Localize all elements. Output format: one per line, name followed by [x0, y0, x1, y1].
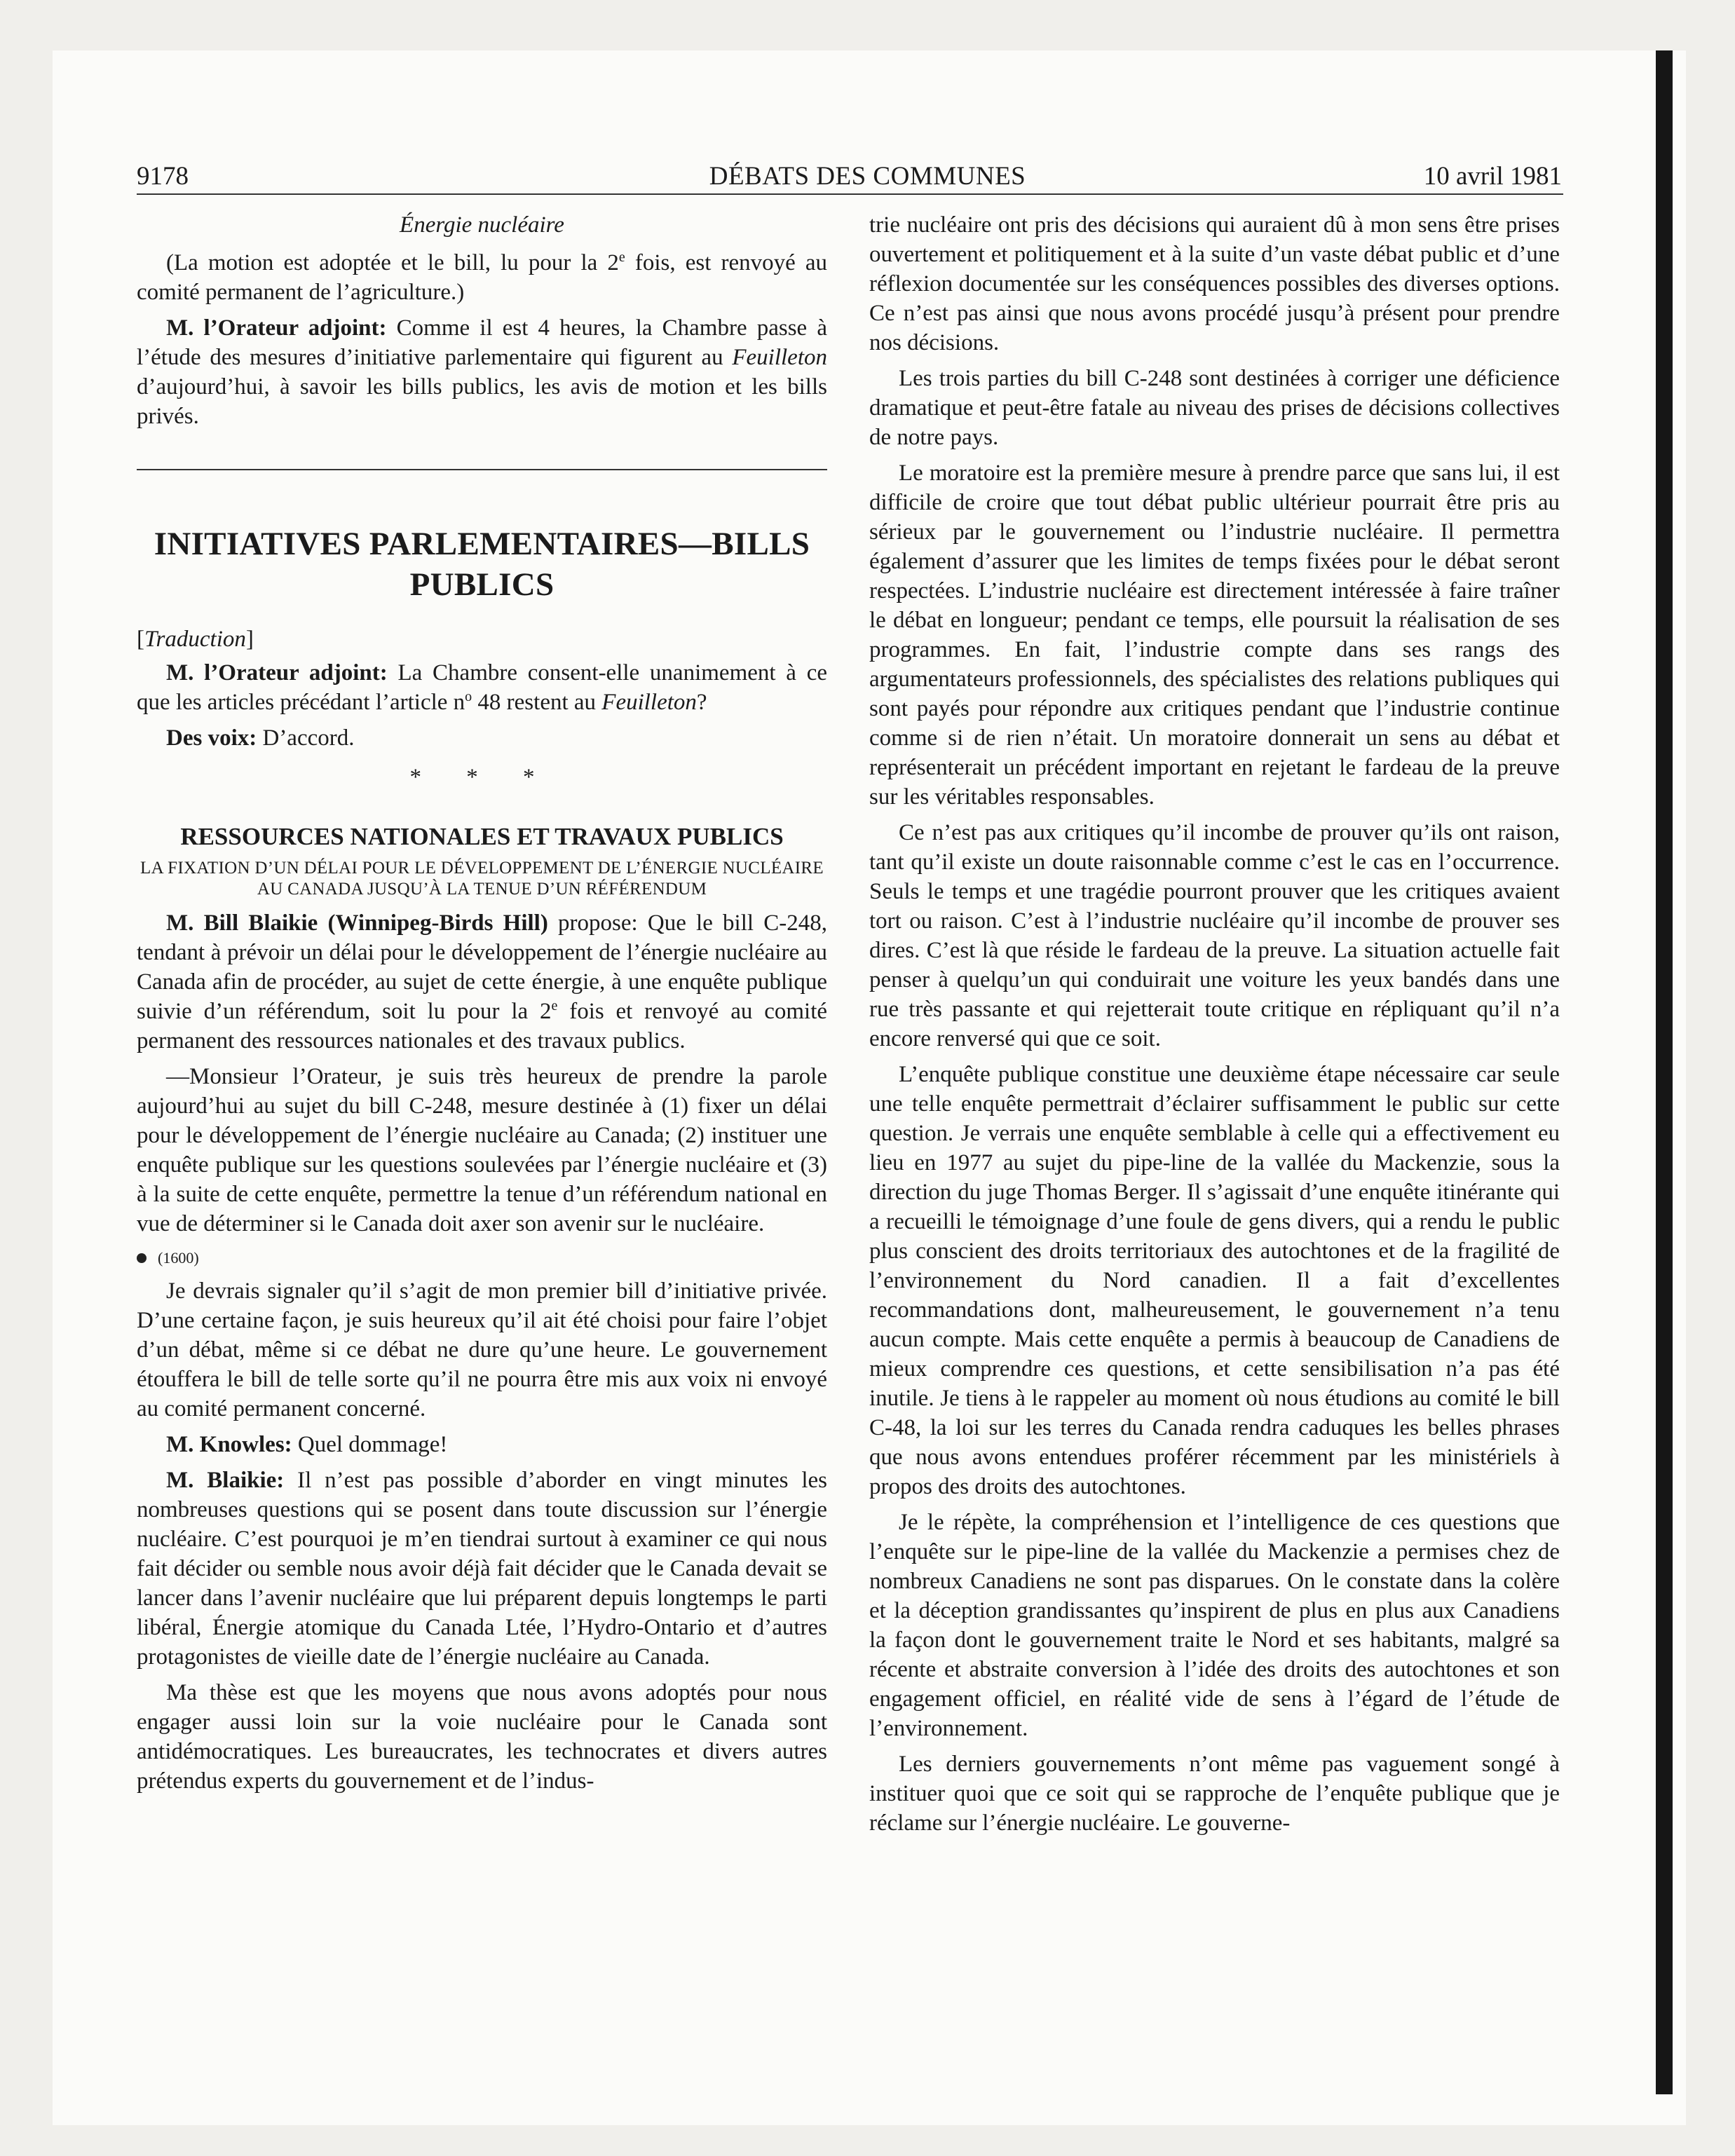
translation-note: [Traduction] [137, 627, 254, 652]
speech-paragraph: Les derniers gouvernements n’ont même pas vaguement songé à instituer quoi que ce soit qui se rapproche de l’enquête publique que je réclame sur l’énergie nucléaire. Le gouverne- [869, 1752, 1560, 1836]
running-subject: Énergie nucléaire [400, 212, 564, 238]
speech-paragraph: Je devrais signaler qu’il s’agit de mon premier bill d’initiative privée. D’une certaine façon, je suis heureux qu’il ait été choisi pour faire l’objet d’un débat, même si ce débat ne dure qu’une heure. Le gouvernement étouffera le bill de telle sorte qu’il ne pourra être mis aux voix ni envoyé au comité permanent concerné. [137, 1278, 827, 1421]
speech-paragraph: M. Blaikie: Il n’est pas possible d’aborder en vingt minutes les nombreuses questions qui se posent dans toute discussion sur l’énergie nucléaire. C’est pourquoi je m’en tiendrai surtout à examiner ce qui nous fait décider ou semble nous avoir déjà fait décider que le Canada devait se lancer dans l’avenir nucléaire que lui préparent depuis longtemps le parti libéral, Énergie atomique du Canada Ltée, l’Hydro-Ontario et d’autres protagonistes de vieille date de l’énergie nucléaire au Canada. [137, 1468, 827, 1670]
page-number: 9178 [137, 162, 189, 191]
left-column [137, 210, 827, 1796]
voices-paragraph: Des voix: D’accord. [166, 725, 355, 751]
right-column [869, 210, 1560, 1838]
time-mark: (1600) [137, 1246, 827, 1271]
speaker-name: M. Bill Blaikie (Winnipeg-Birds Hill) [166, 910, 548, 936]
speech-paragraph: Ma thèse est que les moyens que nous avons adoptés pour nous engager aussi loin sur la voie nucléaire pour le Canada sont antidémocratiques. Les bureaucrates, les technocrates et divers autres prétendus experts du gouvernement et de l’indus- [137, 1680, 827, 1794]
deputy-speaker-paragraph: M. l’Orateur adjoint: Comme il est 4 heures, la Chambre passe à l’étude des mesures d’initiative parlementaire qui figurent au Feuilleton d’aujourd’hui, à savoir les bills publics, les avis de motion et les bills privés. [137, 315, 827, 429]
speech-paragraph: Ce n’est pas aux critiques qu’il incombe de prouver qu’ils ont raison, tant qu’il existe un doute raisonnable comme c’est le cas en l’occurrence. Seuls le temps et une tragédie pourront prouver que les critiques avaient tort ou raison. C’est à l’industrie nucléaire qu’il incombe de prouver ses dires. C’est là que réside le fardeau de la preuve. La situation actuelle fait penser à quelqu’un qui conduirait une voiture les yeux bandés dans une rue très passante et qui rejetterait toute critique en répliquant qu’il n’a encore renversé qui que ce soit. [869, 820, 1560, 1051]
speaker-name: M. Knowles: [166, 1432, 292, 1457]
bullet-icon [137, 1253, 147, 1263]
interjection-paragraph: M. Knowles: Quel dommage! [166, 1432, 448, 1457]
header-date: 10 avril 1981 [1423, 162, 1562, 191]
motion-adopted-paragraph: (La motion est adoptée et le bill, lu pour la 2e fois, est renvoyé au comité permanent de l’agriculture.) [137, 250, 827, 305]
speech-paragraph: L’enquête publique constitue une deuxième étape nécessaire car seule une telle enquête permettrait d’éclairer suffisamment le public sur cette question. Je verrais une enquête semblable à celle qui a effectivement eu lieu en 1977 au sujet du pipe-line de la vallée du Mackenzie, sous la direction du juge Thomas Berger. Il s’agissait d’une enquête itinérante qui a recueilli le témoignage d’une foule de gens divers, qui a rendu le public plus conscient des droits territoriaux des autochtones et de la fragilité de l’environnement du Nord canadien. Il a fait d’excellentes recommandations dont, malheureusement, le gouvernement n’a tenu aucun compte. Mais cette enquête a permis à beaucoup de Canadiens de mieux comprendre ces questions, et cette sensibilisation n’a pas été inutile. Je tiens à le rappeler au moment où nous étudions au comité le bill C-48, la loi sur les terres du Canada rendra caduques les belles phrases que nous avons entendues proférer récemment par les ministériels à propos des droits des autochtones. [869, 1062, 1560, 1499]
unanimous-consent-paragraph: M. l’Orateur adjoint: La Chambre consent-elle unanimement à ce que les articles précédant l’article $n^o$ 48 restent au Feuilleton? [137, 660, 827, 715]
speaker-name: M. l’Orateur adjoint: [166, 315, 387, 341]
speaker-name: M. Blaikie: [166, 1468, 285, 1493]
speech-paragraph: Le moratoire est la première mesure à prendre parce que sans lui, il est difficile de croire que tout débat public ultérieur pourrait être pris au sérieux par le gouvernement ou l’industrie nucléaire. Il permettra également d’assurer que les limites de temps fixées pour le débat seront respectées. L’industrie nucléaire est directement intéressée à faire traîner le débat en longueur; pendant ce temps, elle poursuit la réalisation de ses programmes. En fait, l’industrie compte dans ses rangs des argumentateurs professionnels, des spécialistes des relations publiques qui sont payés pour répondre aux critiques pendant que l’industrie continue comme si de rien n’était. Un moratoire donnerait un sens au débat et représenterait un précédent important en rejetant le fardeau de la preuve sur les véritables responsables. [869, 460, 1560, 810]
scan-edge-bar [1656, 50, 1673, 2094]
header-rule [137, 193, 1563, 195]
speech-paragraph: —Monsieur l’Orateur, je suis très heureux de prendre la parole aujourd’hui au sujet du bill C-248, mesure destinée à (1) fixer un délai pour le développement de l’énergie nucléaire au Canada; (2) instituer une enquête publique sur les questions soulevées par l’énergie nucléaire et (3) à la suite de cette enquête, permettre la tenue d’un référendum national en vue de déterminer si le Canada doit axer son avenir sur le nucléaire. [137, 1064, 827, 1236]
speech-paragraph: trie nucléaire ont pris des décisions qui auraient dû à mon sens être prises ouvertement et politiquement et à la suite d’un vaste débat public et d’une réflexion documentée sur les conséquences possibles des diverses options. Ce n’est pas ainsi que nous avons procédé jusqu’à présent pour prendre nos décisions. [869, 212, 1560, 355]
running-header-title: DÉBATS DES COMMUNES [709, 162, 1026, 191]
speaker-name: M. l’Orateur adjoint: [166, 660, 388, 685]
speaker-name: Des voix: [166, 725, 257, 751]
section-stars: * * * [409, 765, 554, 790]
speech-paragraph: Les trois parties du bill C-248 sont destinées à corriger une déficience dramatique et peut-être fatale au niveau des prises de décisions collectives de notre pays. [869, 366, 1560, 450]
topic-title: RESSOURCES NATIONALES ET TRAVAUX PUBLICS [180, 823, 784, 850]
section-divider [137, 469, 827, 470]
motion-proposal-paragraph: M. Bill Blaikie (Winnipeg-Birds Hill) propose: Que le bill C-248, tendant à prévoir un délai pour le développement de l’énergie nucléaire au Canada afin de procéder, au sujet de cette énergie, à une enquête publique suivie d’un référendum, soit lu pour la 2e fois et renvoyé au comité permanent des ressources nationales et des travaux publics. [137, 910, 828, 1053]
section-title: INITIATIVES PARLEMENTAIRES—BILLS PUBLICS [154, 526, 810, 603]
speech-paragraph: Je le répète, la compréhension et l’intelligence de ces questions que l’enquête sur le pipe-line de la vallée du Mackenzie a permises chez de nombreux Canadiens ne sont pas disparues. On le constate dans la colère et la déception grandissantes qu’inspirent de plus en plus aux Canadiens la façon dont le gouvernement traite le Nord et ses habitants, malgré sa récente et abstraite conversion à l’idée des droits des autochtones et son engagement officiel, en réalité vide de sens à l’égard de l’étude de l’environnement. [869, 1510, 1560, 1741]
topic-subtitle: LA FIXATION D’UN DÉLAI POUR LE DÉVELOPPEMENT DE L’ÉNERGIE NUCLÉAIRE AU CANADA JUSQU’À LA TENUE D’UN RÉFÉRENDUM [140, 859, 824, 899]
